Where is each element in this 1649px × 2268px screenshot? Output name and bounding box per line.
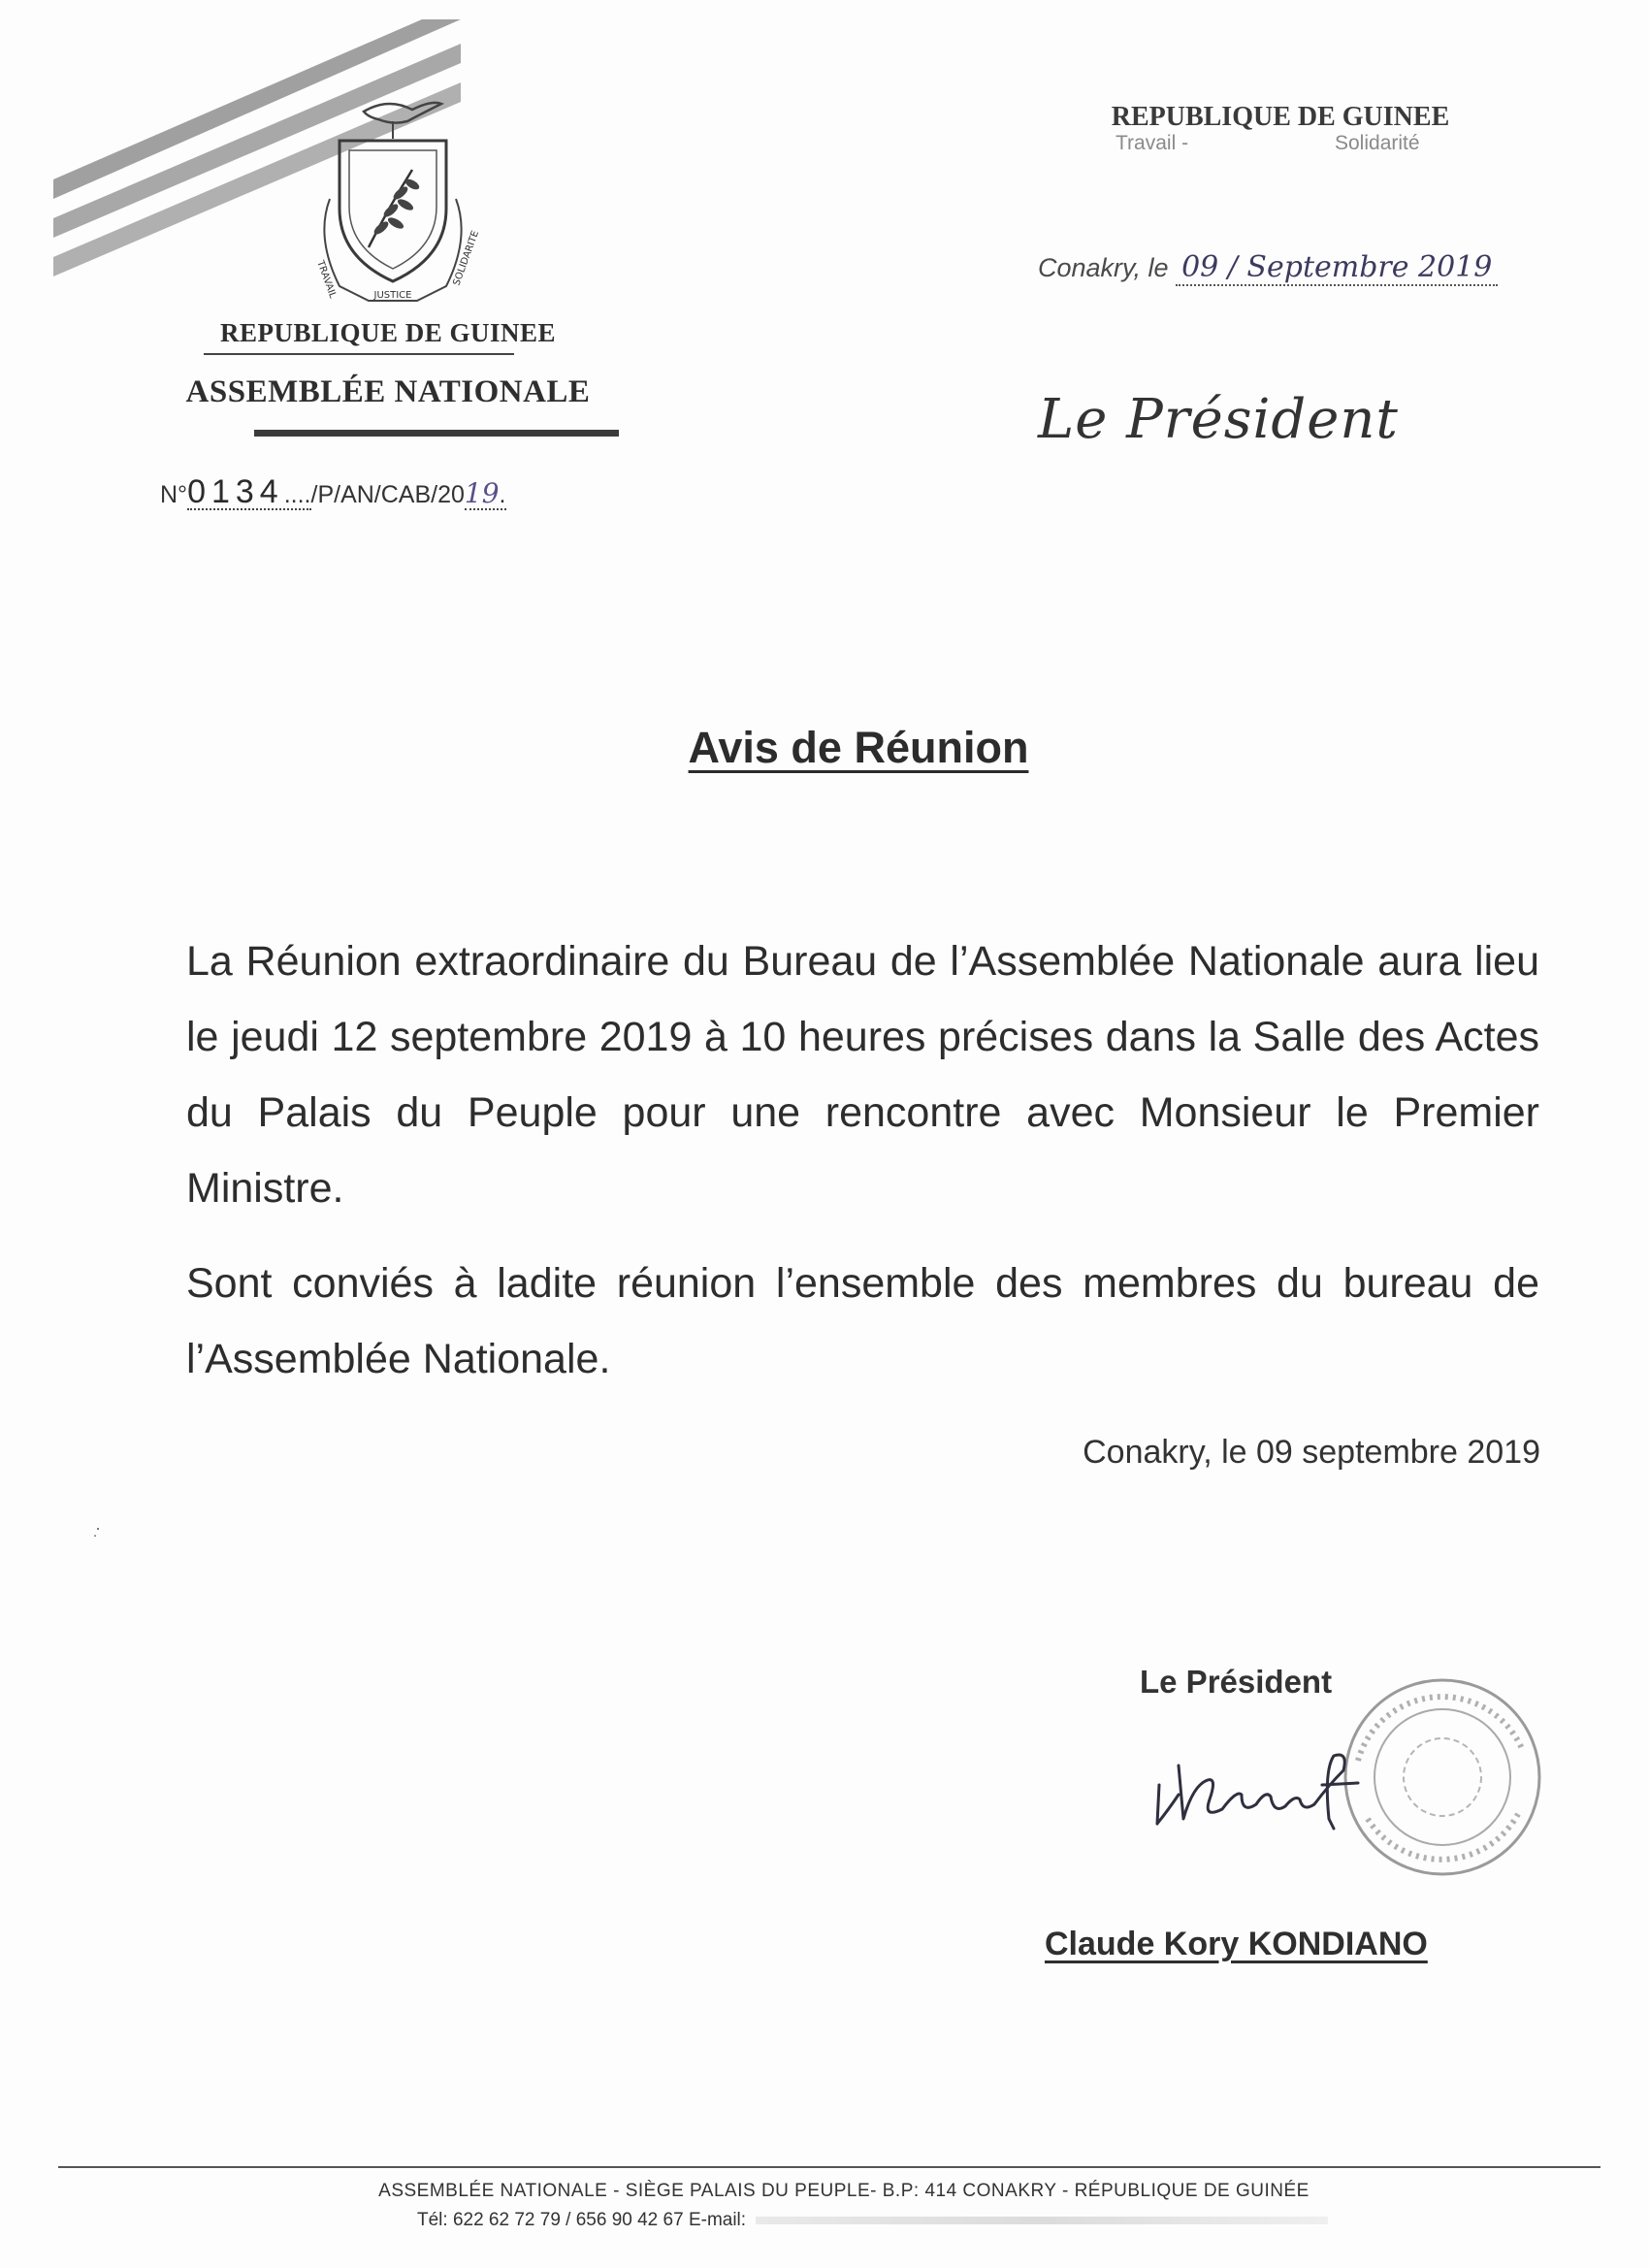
ref-year: 19 [464,477,500,509]
header-date-line [1038,250,1498,284]
ref-prefix: N° [160,481,188,508]
ref-suffix: /P/AN/CAB/20 [310,481,465,508]
date-label: Conakry, le [1038,253,1169,282]
emblem-motto-center: JUSTICE [373,290,412,301]
right-country-heading: REPUBLIQUE DE GUINEE [1111,102,1450,132]
footer-contact [417,2210,1328,2231]
footer-email-faded [756,2217,1328,2224]
reference-number: N°0134..../P/AN/CAB/2019. [160,473,506,510]
footer-address: ASSEMBLÉE NATIONALE - SIÈGE PALAIS DU PEUPLE- B.P: 414 CONAKRY - RÉPUBLIQUE DE GUINÉE [378,2181,1310,2201]
motto-part-1: Travail - [1116,132,1189,154]
divider-thin [204,353,514,355]
footer-divider [58,2166,1600,2168]
ref-number: 0134 [187,473,284,510]
emblem-motto-left: TRAVAIL [314,259,339,301]
emblem-motto-right: SOLIDARITE [451,229,482,288]
institution-heading: ASSEMBLÉE NATIONALE [185,374,591,409]
handwritten-date: 09 / Septembre 2019 [1176,250,1498,286]
handwritten-signature-icon [1149,1727,1431,1833]
motto-part-2: Solidarité [1335,132,1420,154]
left-country-heading: REPUBLIQUE DE GUINEE [219,318,557,347]
footer-contact-text: Tél: 622 62 72 79 / 656 90 42 67 E-mail: [417,2210,747,2230]
document-body [186,923,1539,1397]
divider-thick [254,430,619,437]
coat-of-arms-icon [296,92,490,310]
body-date: Conakry, le 09 septembre 2019 [1083,1434,1540,1471]
body-paragraph-2: Sont conviés à ladite réunion l’ensemble des membres du bureau de l’Assemblée Nationale. [186,1260,1539,1382]
signature-label: Le Président [1140,1664,1333,1700]
scan-speck: ·̣ [95,1518,101,1538]
body-paragraph-1: La Réunion extraordinaire du Bureau de l’Assemblée Nationale aura lieu le jeudi 12 septembre 2019 à 10 heures précises dans la Salle des Actes du Palais du Peuple pour une rencontre avec Monsieur le Premier Ministre. [186,938,1539,1212]
document-title: Avis de Réunion [688,723,1029,772]
signer-name: Claude Kory KONDIANO [1045,1926,1428,1962]
president-script-heading: Le Président [1038,388,1399,451]
